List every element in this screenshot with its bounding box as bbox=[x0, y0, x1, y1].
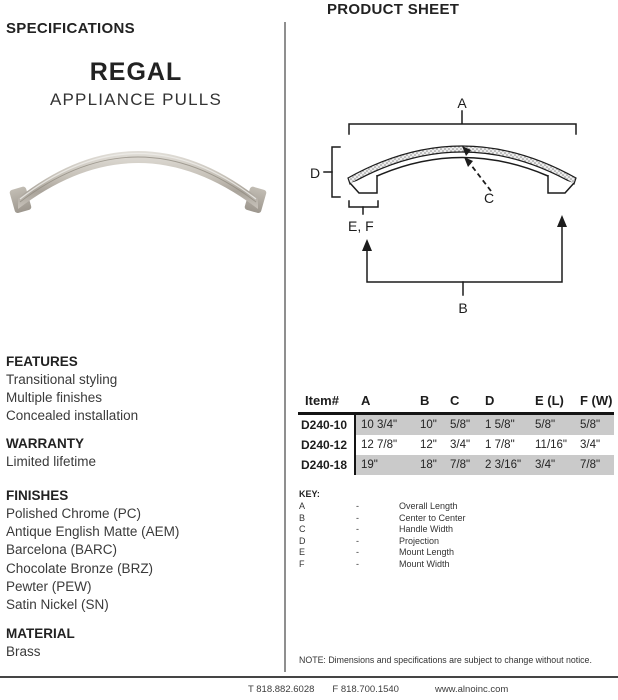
footer-phone: T 818.882.6028 bbox=[248, 684, 315, 695]
pull-seam-line bbox=[20, 157, 256, 202]
key-separator: - bbox=[356, 535, 359, 546]
key-separator: - bbox=[356, 547, 359, 557]
dim-a-bracket bbox=[349, 124, 576, 134]
section-item: Antique English Matte (AEM) bbox=[6, 524, 180, 540]
key-separator: - bbox=[356, 558, 359, 569]
key-description: Mount Length bbox=[399, 547, 455, 557]
key-title: KEY: bbox=[299, 489, 320, 499]
key-letter: A bbox=[299, 501, 306, 511]
key-separator: - bbox=[356, 512, 359, 523]
dimension-value: 12" bbox=[420, 439, 437, 451]
dim-label-d: D bbox=[310, 165, 321, 181]
section-item: Limited lifetime bbox=[6, 454, 97, 469]
dimension-diagram bbox=[300, 95, 618, 320]
item-number: D240-18 bbox=[298, 455, 356, 475]
note-text: NOTE: Dimensions and specifications are subject to change without notice. bbox=[299, 655, 592, 665]
dimension-value: 7/8" bbox=[445, 455, 480, 475]
dim-b-line bbox=[367, 220, 562, 282]
section-heading: FEATURES bbox=[6, 354, 78, 369]
column-header: C bbox=[450, 393, 460, 408]
product-photo bbox=[8, 142, 268, 220]
column-header: A bbox=[361, 393, 371, 408]
section-item: Chocolate Bronze (BRZ) bbox=[6, 560, 154, 576]
section-heading: MATERIAL bbox=[6, 626, 75, 641]
table-row bbox=[298, 455, 614, 475]
item-number: D240-12 bbox=[298, 435, 356, 455]
product-sheet-heading: PRODUCT SHEET bbox=[327, 1, 460, 18]
table-row bbox=[298, 415, 614, 435]
dimension-value: 19" bbox=[356, 455, 415, 475]
key-row bbox=[299, 524, 466, 536]
product-title-block bbox=[0, 58, 272, 110]
dim-c-arrowhead-inner bbox=[464, 157, 473, 167]
dimension-value: 5/8" bbox=[575, 415, 614, 435]
section-item: Multiple finishes bbox=[6, 390, 103, 406]
dim-label-c: C bbox=[484, 190, 495, 206]
spec-section-features bbox=[6, 353, 138, 426]
key-row bbox=[299, 501, 466, 513]
key-letter: F bbox=[299, 558, 305, 569]
section-item: Polished Chrome (PC) bbox=[6, 506, 142, 521]
dim-c-dashed-arrow bbox=[468, 161, 491, 191]
spec-section-finishes bbox=[6, 487, 179, 614]
dimension-value: 10 3/4" bbox=[356, 415, 415, 435]
dimension-value: 3/4" bbox=[450, 439, 471, 451]
footer-website: www.alnoinc.com bbox=[434, 684, 509, 695]
dimensions-table bbox=[298, 386, 614, 475]
column-header: E (L) bbox=[535, 393, 564, 408]
dimension-value: 11/16" bbox=[535, 439, 568, 451]
key-row bbox=[299, 559, 466, 571]
dimension-value: 3/4" bbox=[580, 439, 601, 451]
section-item: Brass bbox=[6, 644, 41, 659]
section-item: Transitional styling bbox=[6, 372, 118, 387]
key-row bbox=[299, 536, 466, 548]
footer-fax: F 818.700.1540 bbox=[332, 684, 399, 695]
dim-label-ef: E, F bbox=[348, 218, 374, 234]
dim-label-b: B bbox=[458, 300, 468, 316]
dimension-value: 12 7/8" bbox=[361, 439, 398, 451]
table-header-row bbox=[298, 386, 614, 415]
dimension-value: 1 5/8" bbox=[480, 415, 530, 435]
section-item: Pewter (PEW) bbox=[6, 578, 92, 594]
key-description: Mount Width bbox=[399, 558, 450, 569]
key-description: Center to Center bbox=[399, 512, 466, 523]
product-title: REGAL bbox=[89, 58, 183, 86]
column-header: F (W) bbox=[580, 393, 613, 408]
product-subtitle: APPLIANCE PULLS bbox=[49, 90, 222, 109]
dimension-value: 2 3/16" bbox=[480, 455, 530, 475]
key-letter: D bbox=[299, 535, 306, 546]
key-description: Handle Width bbox=[399, 524, 454, 534]
key-row bbox=[299, 547, 466, 559]
key-block bbox=[299, 489, 466, 570]
dimension-value: 3/4" bbox=[530, 455, 575, 475]
key-row bbox=[299, 513, 466, 525]
section-item: Satin Nickel (SN) bbox=[6, 597, 109, 613]
section-heading: FINISHES bbox=[6, 488, 69, 503]
section-heading: WARRANTY bbox=[6, 436, 84, 451]
dimension-value: 1 7/8" bbox=[485, 439, 515, 451]
column-header: B bbox=[420, 393, 430, 408]
dimension-value: 5/8" bbox=[445, 415, 480, 435]
dim-label-a: A bbox=[457, 95, 467, 111]
dim-ef-bracket bbox=[349, 201, 378, 207]
dim-b-left-arrowhead bbox=[362, 239, 372, 251]
table-row bbox=[298, 435, 614, 455]
footer-rule bbox=[0, 676, 618, 678]
column-header: D bbox=[485, 393, 495, 408]
handle-top-band bbox=[348, 146, 576, 184]
section-item: Barcelona (BARC) bbox=[6, 542, 118, 558]
dimension-value: 7/8" bbox=[575, 455, 614, 475]
specifications-heading: SPECIFICATIONS bbox=[6, 20, 135, 37]
dimension-value: 5/8" bbox=[530, 415, 575, 435]
dim-d-bracket bbox=[332, 147, 340, 197]
key-separator: - bbox=[356, 524, 359, 534]
key-letter: C bbox=[299, 524, 306, 534]
key-letter: B bbox=[299, 512, 306, 523]
key-letter: E bbox=[299, 547, 306, 557]
footer bbox=[248, 684, 508, 695]
key-rows bbox=[299, 501, 466, 570]
key-description: Overall Length bbox=[399, 501, 458, 511]
dimension-value: 10" bbox=[415, 415, 445, 435]
spec-section-material bbox=[6, 625, 75, 661]
item-number: D240-10 bbox=[298, 415, 356, 435]
column-divider bbox=[284, 22, 286, 672]
column-header: Item# bbox=[305, 393, 339, 408]
key-separator: - bbox=[356, 501, 359, 511]
section-item: Concealed installation bbox=[6, 408, 139, 424]
dimension-value: 18" bbox=[415, 455, 445, 475]
dim-b-right-arrowhead bbox=[557, 215, 567, 227]
spec-section-warranty bbox=[6, 435, 96, 471]
key-description: Projection bbox=[399, 535, 440, 546]
